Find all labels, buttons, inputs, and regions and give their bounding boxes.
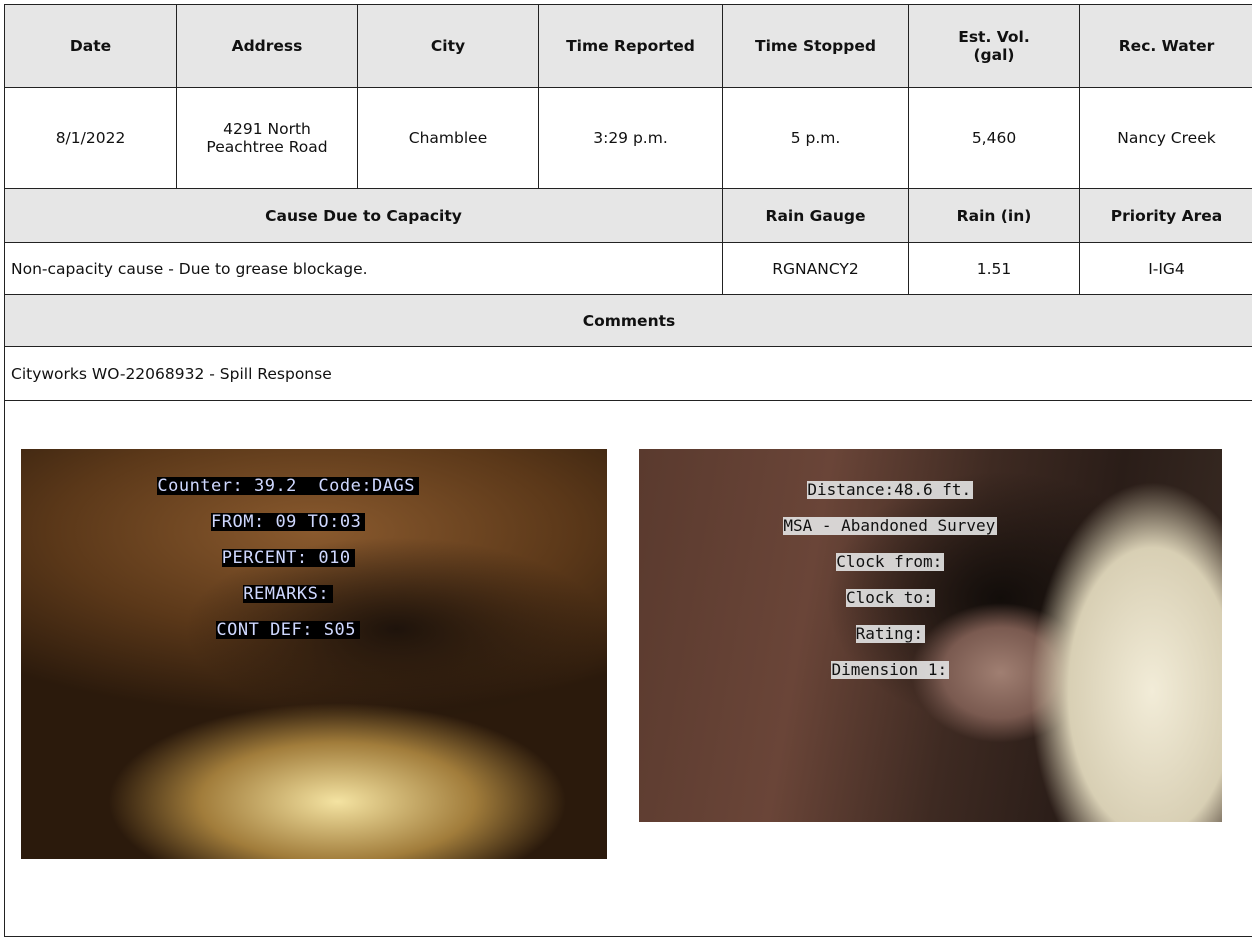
cause-header: Cause Due to Capacity [5, 189, 723, 243]
rain-gauge-value: RGNANCY2 [723, 243, 909, 295]
photo-2-overlay-line: MSA - Abandoned Survey [783, 516, 996, 535]
photo-1-overlay-line: REMARKS: [243, 585, 333, 603]
photo-1-overlay-line: Counter: 39.2 Code:DAGS [157, 477, 419, 495]
address-header: Address [177, 5, 358, 88]
photo-1-overlay-line: PERCENT: 010 [222, 549, 355, 567]
cause-header-row [5, 189, 1252, 243]
time-reported-value: 3:29 p.m. [539, 88, 723, 189]
photo-2-overlay-line: Rating: [855, 624, 923, 643]
time-stopped-header: Time Stopped [723, 5, 909, 88]
rec-water-header: Rec. Water [1080, 5, 1252, 88]
comments-header: Comments [5, 295, 1252, 347]
photo-1-overlay-line: CONT DEF: S05 [216, 621, 360, 639]
photos-cell [5, 401, 1252, 937]
est-vol-value: 5,460 [909, 88, 1080, 189]
spill-report-table [4, 4, 1252, 937]
comments-value: Cityworks WO-22068932 - Spill Response [5, 347, 1252, 401]
photo-1-overlay-line: FROM: 09 TO:03 [211, 513, 365, 531]
record-row [5, 88, 1252, 189]
header-row [5, 5, 1252, 88]
cause-value: Non-capacity cause - Due to grease blockage. [5, 243, 723, 295]
est-vol-header-line1: Est. Vol. [958, 28, 1030, 46]
date-value: 8/1/2022 [5, 88, 177, 189]
priority-area-header: Priority Area [1080, 189, 1252, 243]
cctv-photo-2 [639, 449, 1222, 822]
photo-2-overlay-line: Clock from: [836, 552, 943, 571]
photo-2-overlay-line: Distance:48.6 ft. [807, 480, 972, 499]
address-value [177, 88, 358, 189]
comments-row [5, 347, 1252, 401]
city-value: Chamblee [358, 88, 539, 189]
est-vol-header-line2: (gal) [973, 46, 1015, 64]
photo-2-overlay-line: Clock to: [845, 588, 933, 607]
cctv-photo-1 [21, 449, 607, 859]
comments-header-row [5, 295, 1252, 347]
time-reported-header: Time Reported [539, 5, 723, 88]
est-vol-header [909, 5, 1080, 88]
city-header: City [358, 5, 539, 88]
address-line1: 4291 North [223, 120, 311, 138]
rain-value: 1.51 [909, 243, 1080, 295]
priority-area-value: I-IG4 [1080, 243, 1252, 295]
cause-row [5, 243, 1252, 295]
rain-gauge-header: Rain Gauge [723, 189, 909, 243]
rec-water-value: Nancy Creek [1080, 88, 1252, 189]
date-header: Date [5, 5, 177, 88]
time-stopped-value: 5 p.m. [723, 88, 909, 189]
photo-2-overlay [687, 463, 997, 697]
photos-row [5, 401, 1252, 937]
photo-1-overlay [55, 459, 419, 657]
photo-2-overlay-line: Dimension 1: [831, 660, 948, 679]
address-line2: Peachtree Road [206, 138, 328, 156]
rain-header: Rain (in) [909, 189, 1080, 243]
